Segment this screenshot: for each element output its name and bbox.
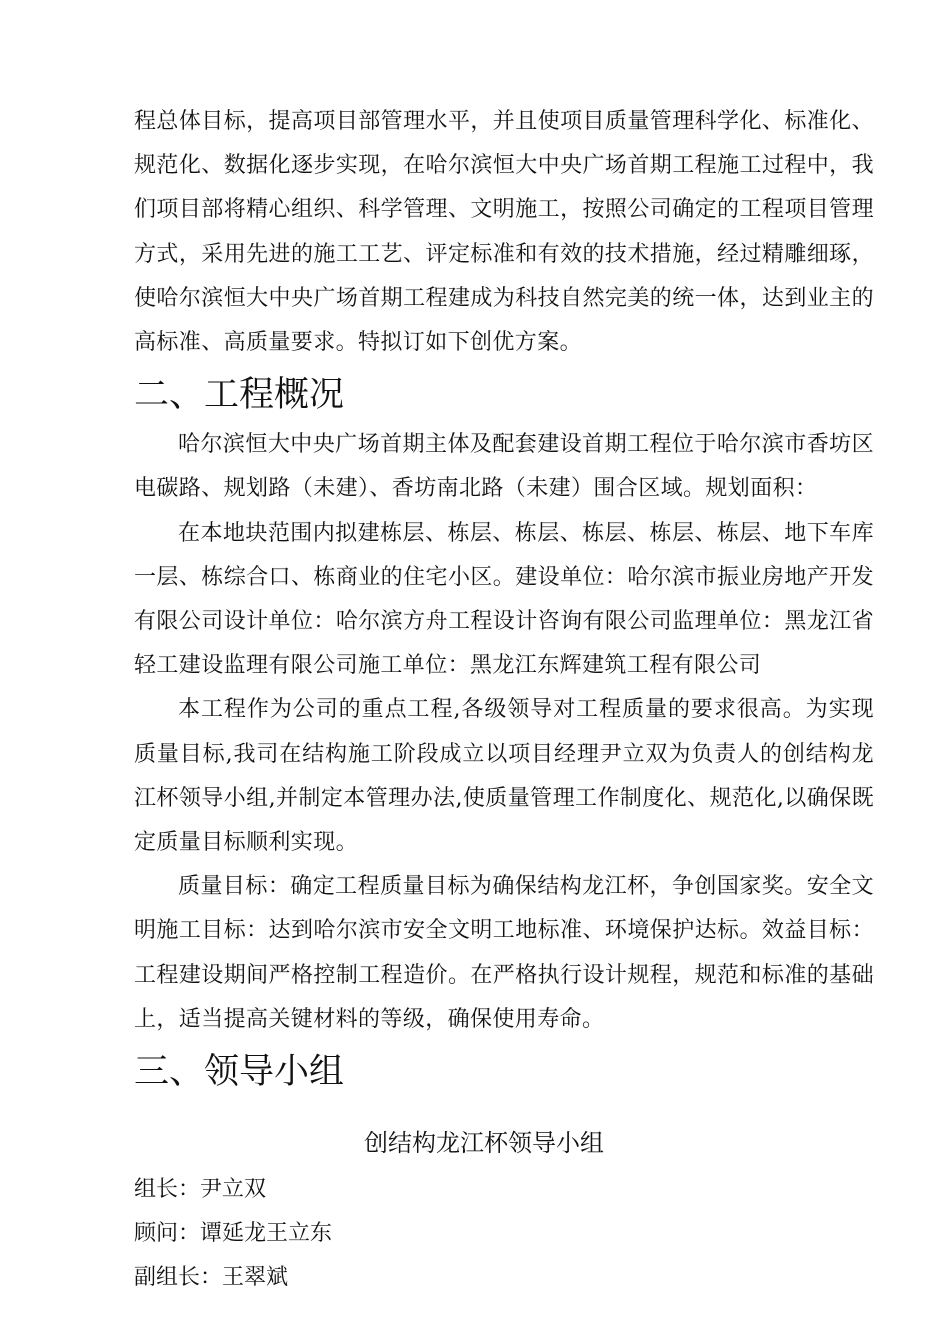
document-page	[134, 100, 874, 1300]
member-advisor: 顾问：谭延龙王立东	[134, 1221, 333, 1247]
overview-paragraph-units: 在本地块范围内拟建栋层、栋层、栋层、栋层、栋层、栋层、地下车库一层、栋综合口、栋商业的住宅小区。建设单位：哈尔滨市振业房地产开发有限公司设计单位：哈尔滨方舟工程设计咨询有限公司监理单位：黑龙江省轻工建设监理有限公司施工单位：黑龙江东辉建筑工程有限公司	[134, 520, 874, 679]
section-heading-project-overview: 二、工程概况	[134, 375, 345, 416]
overview-paragraph-goals: 质量目标：确定工程质量目标为确保结构龙江杯，争创国家奖。安全文明施工目标：达到哈尔滨市安全文明工地标准、环境保护达标。效益目标：工程建设期间严格控制工程造价。在严格执行设计规程，规范和标准的基础上，适当提高关键材料的等级，确保使用寿命。	[134, 874, 874, 1032]
member-deputy-leader: 副组长：王翠斌	[134, 1265, 289, 1291]
overview-paragraph-leadership: 本工程作为公司的重点工程,各级领导对工程质量的要求很高。为实现质量目标,我司在结构施工阶段成立以项目经理尹立双为负责人的创结构龙江杯领导小组,并制定本管理办法,使质量管理工作制度化、规范化,以确保既定质量目标顺利实现。	[134, 697, 874, 856]
section-heading-leadership-group: 三、领导小组	[134, 1052, 345, 1093]
intro-paragraph: 程总体目标，提高项目部管理水平，并且使项目质量管理科学化、标准化、规范化、数据化逐步实现，在哈尔滨恒大中央广场首期工程施工过程中，我们项目部将精心组织、科学管理、文明施工，按照公司确定的工程项目管理方式，采用先进的施工工艺、评定标准和有效的技术措施，经过精雕细琢，使哈尔滨恒大中央广场首期工程建成为科技自然完美的统一体，达到业主的高标准、高质量要求。特拟订如下创优方案。	[134, 109, 874, 356]
overview-paragraph-location: 哈尔滨恒大中央广场首期主体及配套建设首期工程位于哈尔滨市香坊区电碳路、规划路（未建）、香坊南北路（未建）围合区域。规划面积：	[134, 432, 874, 502]
member-leader: 组长：尹立双	[134, 1177, 267, 1203]
leadership-group-title: 创结构龙江杯领导小组	[364, 1129, 604, 1158]
